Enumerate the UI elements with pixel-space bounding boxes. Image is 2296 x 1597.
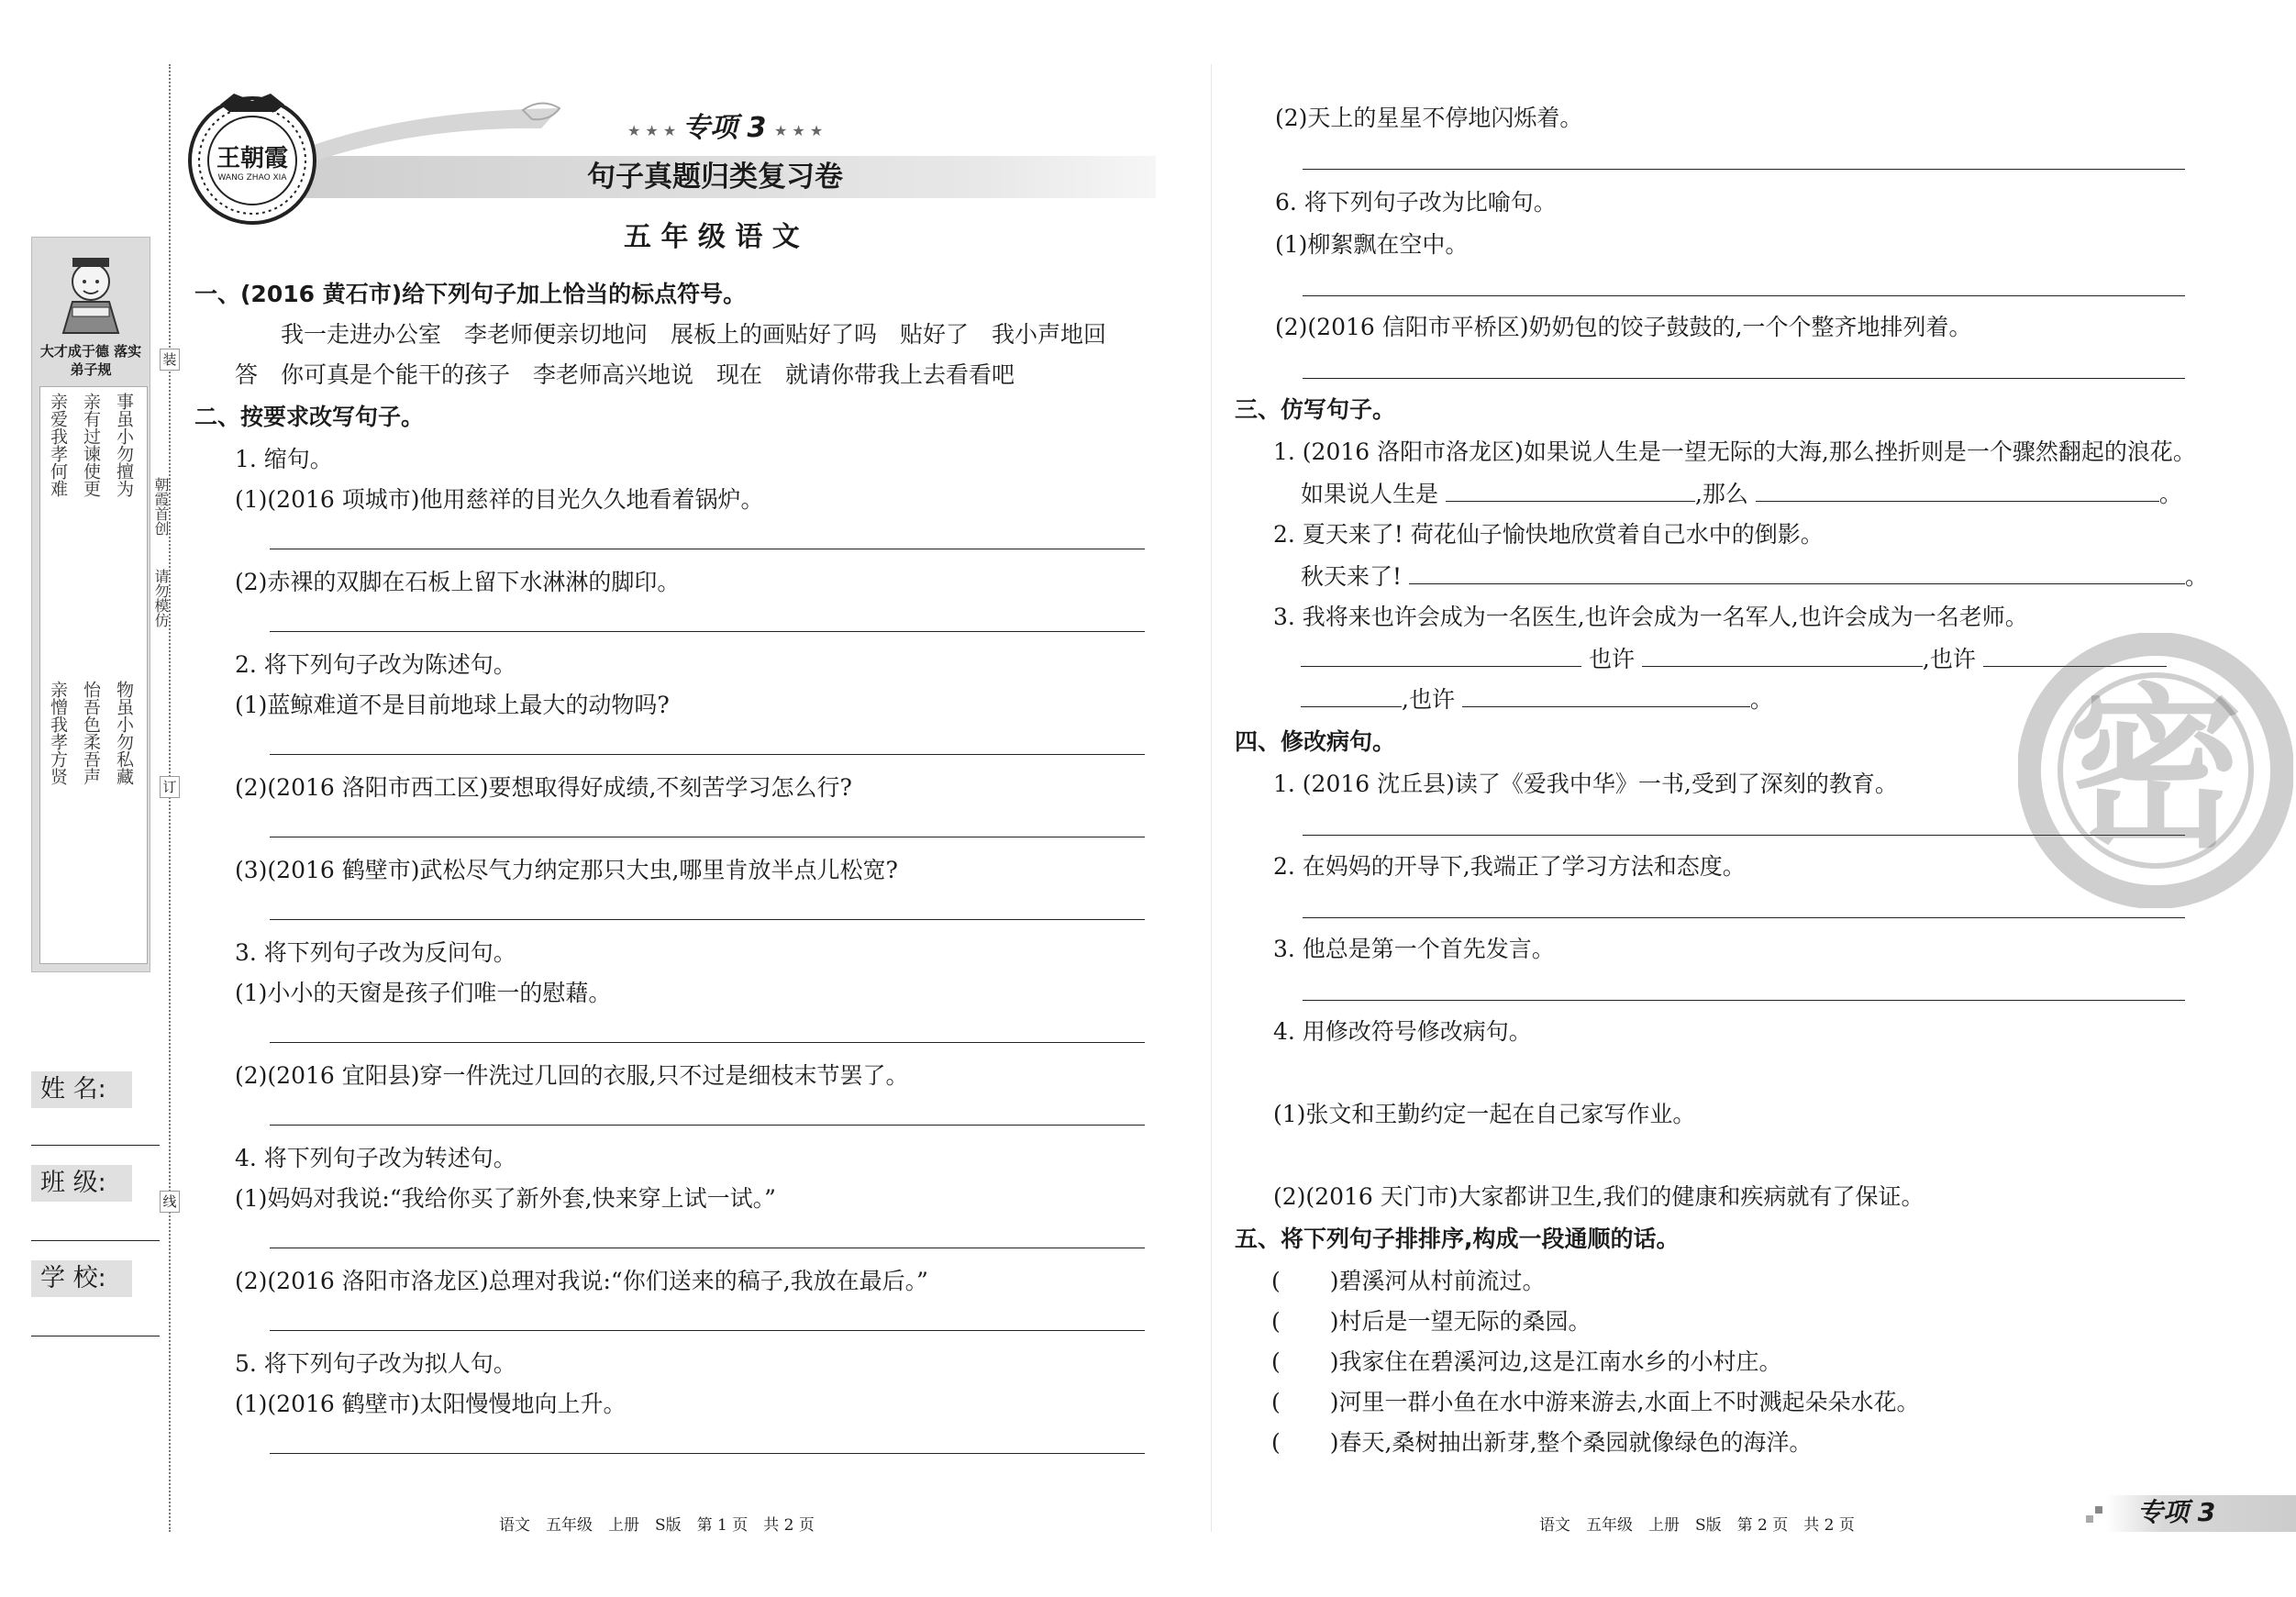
s3-q1: 1. (2016 洛阳市洛龙区)如果说人生是一望无际的大海,那么挫折则是一个骤然翻起的浪花。 [1273,438,2196,465]
section1-passage-line1: 我一走进办公室 李老师便亲切地问 展板上的画贴好了吗 贴好了 我小声地回 [281,321,1107,348]
order-item: ( )春天,桑树抽出新芽,整个桑园就像绿色的海洋。 [1271,1429,1813,1456]
answer-line[interactable] [270,919,1145,920]
fill-blank[interactable] [1446,479,1695,502]
q1-2: (2)赤裸的双脚在石板上留下水淋淋的脚印。 [235,569,681,595]
ribbon-decoration-icon [284,101,578,174]
section4-heading: 四、修改病句。 [1235,728,1396,755]
verse-col: 亲有过谏使更 [81,393,101,497]
s3-q1-a-text: 如果说人生是 [1301,481,1439,507]
scholar-illustration-icon [32,241,150,342]
school-label: 学 校: [31,1260,132,1297]
answer-line[interactable] [1303,378,2185,379]
q6-label: 6. 将下列句子改为比喻句。 [1275,189,1557,216]
answer-line[interactable] [1303,1000,2185,1001]
q5-1: (1)(2016 鹤壁市)太阳慢慢地向上升。 [235,1391,627,1417]
name-field[interactable] [31,1145,160,1146]
s3-q3-a-text: 也许 [1588,646,1635,672]
verse-col: 亲爱我孝何难 [48,393,68,497]
q4-2: (2)(2016 洛阳市洛龙区)总理对我说:“你们送来的稿子,我放在最后。” [235,1268,928,1294]
q4-1: (1)妈妈对我说:“我给你买了新外套,快来穿上试一试。” [235,1185,776,1212]
answer-line[interactable] [270,754,1145,755]
logo-sub: WANG ZHAO XIA [217,173,287,183]
page-title: 句子真题归类复习卷 [587,161,843,194]
footer-left: 语文 五年级 上册 S版 第 1 页 共 2 页 [499,1516,815,1535]
section5-heading: 五、将下列句子排排序,构成一段通顺的话。 [1235,1225,1680,1252]
vertical-note-no-copy: 请勿模仿 [152,569,170,627]
footer-tab-label: 专项 3 [2137,1497,2216,1527]
verse-col: 怡吾色柔吾声 [81,681,101,785]
s3-q2-a-text: 秋天来了! [1301,563,1403,590]
vertical-note-original: 朝霞首创 [152,477,170,536]
verse-col: 物虽小勿私藏 [114,681,134,785]
q3-1: (1)小小的天窗是孩子们唯一的慰藉。 [235,980,612,1006]
order-item: ( )河里一群小鱼在水中游来游去,水面上不时溅起朵朵水花。 [1271,1389,1920,1415]
special-label: 专项 3 [682,112,767,144]
q2-3: (3)(2016 鹤壁市)武松尽气力纳定那只大虫,哪里肯放半点儿松宽? [235,857,898,883]
verse-col: 亲憎我孝方贤 [48,681,68,785]
q1-label: 1. 缩句。 [235,446,333,472]
q2-2: (2)(2016 洛阳市西工区)要想取得好成绩,不刻苦学习怎么行? [235,774,852,801]
s4-q4-2: (2)(2016 天门市)大家都讲卫生,我们的健康和疾病就有了保证。 [1273,1183,1924,1210]
s4-q4: 4. 用修改符号修改病句。 [1273,1018,1532,1045]
stamp-char: 密 [2068,669,2243,871]
stars-left: ★ ★ ★ [627,122,677,139]
answer-line[interactable] [270,1125,1145,1126]
fill-blank[interactable] [1301,684,1402,707]
name-label: 姓 名: [31,1071,132,1108]
class-label: 班 级: [31,1165,132,1202]
section3-heading: 三、仿写句子。 [1235,396,1396,423]
stars-right: ★ ★ ★ [774,122,824,139]
footer-tab-squares [2095,1506,2102,1514]
s3-q2-a: 秋天来了! 。 [1301,563,2209,590]
order-item: ( )碧溪河从村前流过。 [1271,1268,1546,1294]
s4-q1: 1. (2016 沈丘县)读了《爱我中华》一书,受到了深刻的教育。 [1273,771,1898,797]
footer-tab-squares [2086,1515,2093,1523]
s4-q3: 3. 他总是第一个首先发言。 [1273,936,1555,962]
answer-line[interactable] [270,1453,1145,1454]
s3-q2: 2. 夏天来了! 荷花仙子愉快地欣赏着自己水中的倒影。 [1273,521,1824,548]
fold-mark-2: 订 [160,776,180,798]
s4-q4-1: (1)张文和王勤约定一起在自己家写作业。 [1273,1101,1696,1127]
s3-q3: 3. 我将来也许会成为一名医生,也许会成为一名军人,也许会成为一名老师。 [1273,604,2028,630]
fill-blank[interactable] [1756,479,2159,502]
fill-blank[interactable] [1301,644,1581,667]
page-subtitle: 五 年 级 语 文 [624,221,800,253]
sidebar-verses [39,386,148,964]
binding-dotted-line [169,64,171,1532]
q3-label: 3. 将下列句子改为反问句。 [235,939,516,966]
verse-col: 事虽小勿擅为 [114,393,134,497]
answer-line[interactable] [1303,917,2185,918]
order-item: ( )我家住在碧溪河边,这是江南水乡的小村庄。 [1271,1348,1782,1375]
sidebar-motto-panel [31,237,150,972]
q5-label: 5. 将下列句子改为拟人句。 [235,1350,516,1377]
s3-q1-a: 如果说人生是 ,那么 。 [1301,481,2182,507]
q3-2: (2)(2016 宜阳县)穿一件洗过几回的衣服,只不过是细枝末节罢了。 [235,1062,909,1089]
answer-line[interactable] [270,631,1145,632]
fill-blank[interactable] [1642,644,1923,667]
section1-passage-line2: 答 你可真是个能干的孩子 李老师高兴地说 现在 就请你带我上去看看吧 [235,361,1015,388]
s3-q3-c-text: ,也许 [1402,686,1455,713]
footer-right: 语文 五年级 上册 S版 第 2 页 共 2 页 [1539,1516,1855,1535]
fold-mark-3: 线 [160,1191,180,1213]
order-item: ( )村后是一望无际的桑园。 [1271,1308,1592,1335]
s3-q3-b-text: ,也许 [1922,646,1976,672]
logo-name: 王朝霞 [216,145,288,172]
answer-line[interactable] [1303,169,2185,170]
answer-line[interactable] [1303,295,2185,296]
q4-label: 4. 将下列句子改为转述句。 [235,1145,516,1171]
s4-q2: 2. 在妈妈的开导下,我端正了学习方法和态度。 [1273,853,1746,880]
class-field[interactable] [31,1240,160,1241]
q5-2: (2)天上的星星不停地闪烁着。 [1275,105,1583,131]
q6-2: (2)(2016 信阳市平桥区)奶奶包的饺子鼓鼓的,一个个整齐地排列着。 [1275,314,1972,340]
section2-heading: 二、按要求改写句子。 [194,404,425,430]
fold-mark-1: 装 [160,349,180,371]
section1-heading: 一、(2016 黄石市)给下列句子加上恰当的标点符号。 [194,281,747,307]
answer-line[interactable] [270,1042,1145,1043]
q6-1: (1)柳絮飘在空中。 [1275,231,1469,258]
s3-q3-b: ,也许 。 [1301,684,1773,715]
answer-line[interactable] [270,1330,1145,1331]
q2-1: (1)蓝鲸难道不是目前地球上最大的动物吗? [235,692,670,718]
q2-label: 2. 将下列句子改为陈述句。 [235,651,516,678]
s3-q1-b-text: ,那么 [1694,481,1748,507]
q1-1: (1)(2016 项城市)他用慈祥的目光久久地看着锅炉。 [235,486,764,513]
sidebar-motto: 大才成于德 落实弟子规 [39,343,142,378]
page-divider [1211,64,1212,1532]
fill-blank[interactable] [1462,684,1750,707]
fill-blank[interactable] [1409,561,2185,584]
